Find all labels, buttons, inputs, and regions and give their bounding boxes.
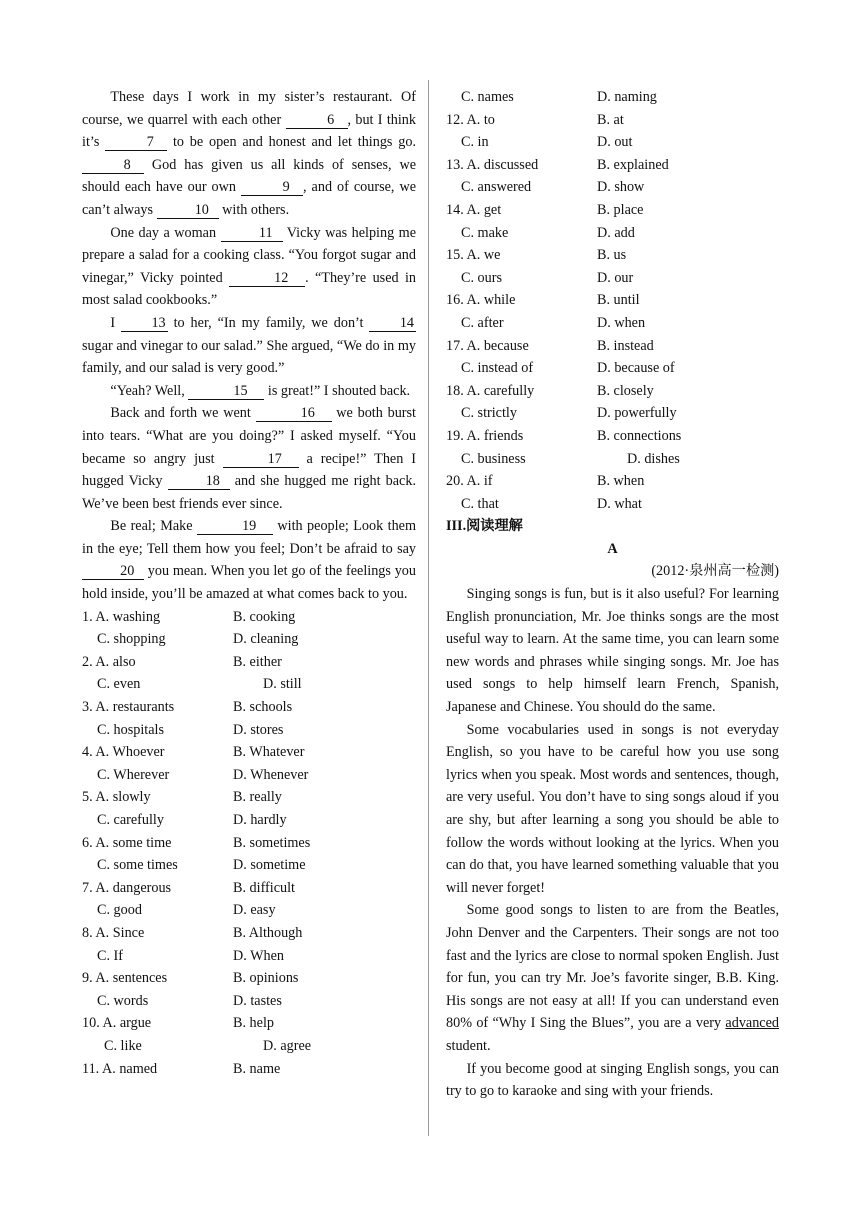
option-b: B. explained: [597, 156, 669, 173]
question-row: [82, 854, 416, 877]
option-c: C. shopping: [97, 631, 166, 648]
question-number: 12.: [446, 111, 464, 128]
option-b: B. cooking: [233, 608, 296, 625]
question-row: [446, 109, 779, 132]
option-a-text: A. friends: [466, 427, 524, 444]
passage-text: student.: [446, 1037, 491, 1054]
option-d: D. When: [233, 947, 284, 964]
left-column: [82, 86, 416, 1080]
blank-11: 11: [221, 226, 283, 242]
option-b: B. opinions: [233, 970, 299, 987]
option-a: [82, 741, 233, 764]
option-a: [82, 651, 233, 674]
option-a-text: A. washing: [95, 608, 161, 625]
passage-text: and she hugged me right back. We’ve been best friends ever since.: [82, 473, 416, 512]
option-a-text: A. to: [466, 111, 495, 128]
option-d: D. cleaning: [233, 631, 299, 648]
option-b: B. sometimes: [233, 834, 311, 851]
option-d: D. sometime: [233, 857, 306, 874]
passage-text: you mean. When you let go of the feelings you hold inside, you’ll be amazed at what comes back to you.: [82, 563, 416, 603]
question-number: 14.: [446, 201, 464, 218]
option-d: D. show: [597, 179, 645, 196]
cloze-paragraph: [82, 515, 416, 605]
option-a-text: A. argue: [102, 1015, 152, 1032]
blank-9: 9: [241, 180, 303, 196]
passage-text: sugar and vinegar to our salad.” She argued, “We do in my family, and our salad is very good.”: [82, 337, 416, 377]
option-a-text: A. because: [466, 337, 529, 354]
passage-text: , and of course, we can’t always: [82, 179, 417, 218]
option-b: B. schools: [233, 699, 293, 716]
option-d: D. hardly: [233, 812, 287, 828]
option-d: D. Whenever: [233, 766, 309, 783]
option-c: C. ours: [461, 269, 502, 286]
option-d: D. dishes: [627, 450, 680, 467]
question-row: [82, 764, 416, 787]
underlined-word: advanced: [725, 1015, 779, 1032]
blank-20: 20: [82, 564, 144, 580]
question-row: [446, 222, 779, 245]
blank-6: 6: [286, 113, 348, 129]
question-number: 11.: [82, 1060, 100, 1077]
question-number: 16.: [446, 292, 464, 309]
option-a-text: A. discussed: [466, 156, 539, 173]
option-a: [446, 154, 597, 177]
option-b: B. until: [597, 292, 640, 309]
option-b: B. Whatever: [233, 744, 305, 761]
blank-7: 7: [105, 135, 167, 151]
passage-text: to her, “In my family, we don’t: [167, 314, 370, 331]
option-b: B. us: [597, 247, 627, 264]
option-d: D. still: [263, 676, 302, 693]
option-d: D. stores: [233, 721, 284, 738]
option-a: [446, 335, 597, 358]
option-b: B. instead: [597, 337, 654, 354]
question-row: [82, 696, 416, 719]
option-c: C. make: [461, 224, 509, 241]
cloze-passage: [82, 86, 416, 606]
question-row: [82, 899, 416, 922]
passage-text: I: [110, 314, 122, 331]
reading-passage: [446, 583, 779, 1103]
question-number: 8.: [82, 924, 93, 941]
blank-12: 12: [229, 271, 305, 287]
question-row: [446, 154, 779, 177]
question-row: [82, 1012, 416, 1035]
option-b: B. place: [597, 201, 644, 218]
option-d: D. our: [597, 269, 634, 286]
question-number: 20.: [446, 473, 464, 490]
option-a-text: A. some time: [95, 834, 172, 851]
question-row: [446, 86, 779, 109]
option-a-text: A. get: [466, 201, 502, 218]
option-a-text: A. dangerous: [95, 879, 172, 896]
passage-text: , but I think it’s: [82, 111, 416, 151]
question-number: 19.: [446, 427, 464, 444]
passage-label: A: [607, 540, 618, 557]
option-d: D. out: [597, 134, 633, 151]
question-number: 17.: [446, 337, 464, 354]
question-row: [446, 267, 779, 290]
blank-19: 19: [197, 519, 273, 535]
question-row: [82, 967, 416, 990]
option-a: [446, 109, 597, 132]
option-c: C. after: [461, 314, 504, 331]
blank-8: 8: [82, 158, 144, 174]
question-row: [446, 357, 779, 380]
option-c: C. If: [97, 947, 124, 964]
option-a-text: A. also: [95, 653, 136, 670]
passage-text: we both burst into tears. “What are you doing?” I asked myself. “You became so angry just: [82, 405, 416, 467]
passage-text: with people; Look them in the eye; Tell them how you feel; Don’t be afraid to say: [82, 518, 416, 557]
option-d: D. tastes: [233, 992, 282, 1009]
question-number: 6.: [82, 834, 93, 851]
blank-16: 16: [256, 406, 332, 422]
question-row: [446, 425, 779, 448]
option-a: [446, 470, 597, 493]
question-row: [446, 289, 779, 312]
reading-paragraph: [446, 1058, 779, 1103]
section-heading: III.阅读理解: [446, 518, 523, 535]
option-a-text: A. Since: [95, 924, 145, 941]
option-b: B. really: [233, 789, 282, 806]
question-number: 18.: [446, 382, 464, 399]
option-c: C. good: [97, 902, 142, 919]
option-b: B. closely: [597, 382, 654, 399]
option-a: [446, 199, 597, 222]
question-number: 4.: [82, 744, 93, 761]
option-b: B. at: [597, 111, 624, 128]
option-c: C. words: [97, 992, 149, 1009]
option-d: D. agree: [263, 1037, 312, 1054]
question-number: 9.: [82, 970, 93, 987]
question-row: [82, 673, 416, 696]
passage-text: is great!” I shouted back.: [264, 382, 411, 399]
option-a: [82, 922, 233, 945]
question-row: [82, 719, 416, 742]
option-a: [82, 967, 233, 990]
option-c: C. carefully: [97, 812, 164, 828]
blank-15: 15: [188, 384, 264, 400]
question-row: [446, 470, 779, 493]
cloze-paragraph: [82, 380, 416, 403]
question-number: 1.: [82, 608, 93, 625]
option-a: [82, 786, 233, 809]
passage-text: Vicky was helping me prepare a salad for a cooking class. “You forgot sugar and vinegar,” Vicky pointed: [82, 224, 416, 286]
question-row: [82, 945, 416, 968]
question-row: [446, 402, 779, 425]
option-a-text: A. named: [101, 1060, 158, 1077]
question-number: 5.: [82, 789, 93, 806]
cloze-paragraph: [82, 402, 416, 515]
question-row: [446, 244, 779, 267]
question-number: 13.: [446, 156, 464, 173]
reading-paragraph: [446, 583, 779, 719]
question-row: [82, 651, 416, 674]
passage-text: These days I work in my sister’s restaurant. Of course, we quarrel with each other: [82, 89, 416, 128]
passage-text: “Yeah? Well,: [110, 382, 189, 399]
option-b: B. help: [233, 1015, 274, 1032]
option-a-text: A. if: [466, 473, 493, 490]
passage-source: (2012·泉州高一检测): [651, 563, 779, 580]
option-c: C. Wherever: [97, 766, 170, 783]
passage-text: a recipe!” Then I hugged Vicky: [82, 450, 417, 490]
option-a: [82, 877, 233, 900]
question-row: [446, 335, 779, 358]
option-d: D. when: [597, 314, 646, 331]
blank-10: 10: [157, 203, 219, 219]
question-row: [82, 1035, 416, 1058]
question-number: 7.: [82, 879, 93, 896]
option-a: [446, 380, 597, 403]
option-b: B. when: [597, 473, 645, 490]
option-c: C. business: [461, 450, 526, 467]
option-d: D. naming: [597, 89, 657, 105]
option-c: C. even: [97, 676, 141, 693]
question-row: [446, 380, 779, 403]
question-row: [82, 809, 416, 832]
question-row: [446, 448, 779, 471]
option-a-text: A. we: [466, 247, 501, 264]
question-row: [446, 493, 779, 516]
passage-text: Back and forth we went: [110, 405, 256, 422]
blank-17: 17: [223, 452, 299, 468]
passage-text: One day a woman: [110, 224, 221, 241]
cloze-paragraph: [82, 312, 416, 380]
option-c: C. in: [461, 134, 489, 151]
option-c: C. hospitals: [97, 721, 165, 738]
blank-18: 18: [168, 474, 230, 490]
option-c: C. strictly: [461, 405, 517, 422]
option-d: D. because of: [597, 360, 675, 377]
question-row: [82, 628, 416, 651]
option-d: D. add: [597, 224, 635, 241]
cloze-paragraph: [82, 86, 416, 222]
reading-paragraph: [446, 899, 779, 1057]
option-a: [82, 1012, 233, 1035]
passage-text: Singing songs is fun, but is it also useful? For learning English pronunciation, Mr. Joe thinks songs are the most useful way to learn. At the same time, you can learn some new words and phrases while singing songs. Mr. Joe has used songs to help himself learn French, Spanish, Japanese and Chinese. You should do the same.: [446, 586, 779, 716]
question-number: 3.: [82, 699, 93, 716]
passage-text: with others.: [218, 201, 290, 218]
question-row: [82, 1058, 416, 1081]
passage-text: Be real; Make: [110, 518, 197, 535]
option-d: D. powerfully: [597, 405, 677, 422]
question-row: [446, 312, 779, 335]
option-b: B. either: [233, 653, 282, 670]
question-row: [446, 176, 779, 199]
question-row: [82, 832, 416, 855]
option-c: C. some times: [97, 857, 178, 874]
column-divider: [428, 80, 429, 1136]
question-row: [82, 990, 416, 1013]
option-d: D. what: [597, 495, 642, 512]
option-c: C. instead of: [461, 360, 534, 377]
option-a-text: A. restaurants: [95, 699, 175, 716]
option-d: D. easy: [233, 902, 276, 919]
option-c: C. like: [104, 1037, 142, 1054]
question-row: [82, 606, 416, 629]
blank-14: 14: [369, 316, 416, 332]
reading-paragraph: [446, 719, 779, 900]
option-a: [446, 244, 597, 267]
option-a: [446, 425, 597, 448]
option-a-text: A. Whoever: [95, 744, 165, 761]
option-b: B. Although: [233, 924, 303, 941]
option-c: C. names: [461, 89, 514, 105]
question-list-left: [82, 606, 416, 1080]
option-c: C. that: [461, 495, 499, 512]
question-list-right: [446, 86, 779, 515]
option-a: [82, 606, 233, 629]
passage-text: Some vocabularies used in songs is not everyday English, so you have to be careful how you use song lyrics when you speak. Most words and sentences, though, are very useful. You don’t have to sing songs aloud if you are shy, but after learning a song you should be able to follow the words without looking at the lyrics. When you can do that, you have learned something valuable that you will never forget!: [446, 721, 779, 896]
option-b: B. connections: [597, 427, 682, 444]
right-column: [446, 86, 779, 1103]
question-number: 10.: [82, 1015, 100, 1032]
passage-text: Some good songs to listen to are from the Beatles, John Denver and the Carpenters. Their songs are not too fast and the lyrics are close to normal spoken English. Just for fun, you can try Mr. Joe’s favorite singer, B.B. King. His songs are not easy at all! If you can understand even 80% of “Why I Sing the Blues”, you are a very: [446, 902, 779, 1032]
question-row: [82, 922, 416, 945]
question-row: [82, 786, 416, 809]
option-a: [82, 1058, 233, 1081]
option-a-text: A. carefully: [466, 382, 535, 399]
passage-text: to be open and honest and let things go.: [167, 134, 416, 151]
question-number: 15.: [446, 247, 464, 264]
option-c: C. answered: [461, 179, 532, 196]
question-number: 2.: [82, 653, 93, 670]
option-b: B. name: [233, 1060, 281, 1077]
passage-text: If you become good at singing English songs, you can try to go to karaoke and sing with your friends.: [446, 1060, 779, 1100]
option-b: B. difficult: [233, 879, 296, 896]
option-a-text: A. while: [466, 292, 516, 309]
option-a: [82, 696, 233, 719]
question-row: [82, 877, 416, 900]
option-a: [446, 289, 597, 312]
option-a: [82, 832, 233, 855]
option-a-text: A. slowly: [95, 789, 151, 806]
question-row: [82, 741, 416, 764]
cloze-paragraph: [82, 222, 416, 312]
passage-text: . “They’re used in most salad cookbooks.”: [82, 269, 416, 309]
option-a-text: A. sentences: [95, 970, 168, 987]
blank-13: 13: [121, 316, 168, 332]
question-row: [446, 199, 779, 222]
question-row: [446, 131, 779, 154]
passage-text: God has given us all kinds of senses, we should each have our own: [82, 156, 416, 196]
